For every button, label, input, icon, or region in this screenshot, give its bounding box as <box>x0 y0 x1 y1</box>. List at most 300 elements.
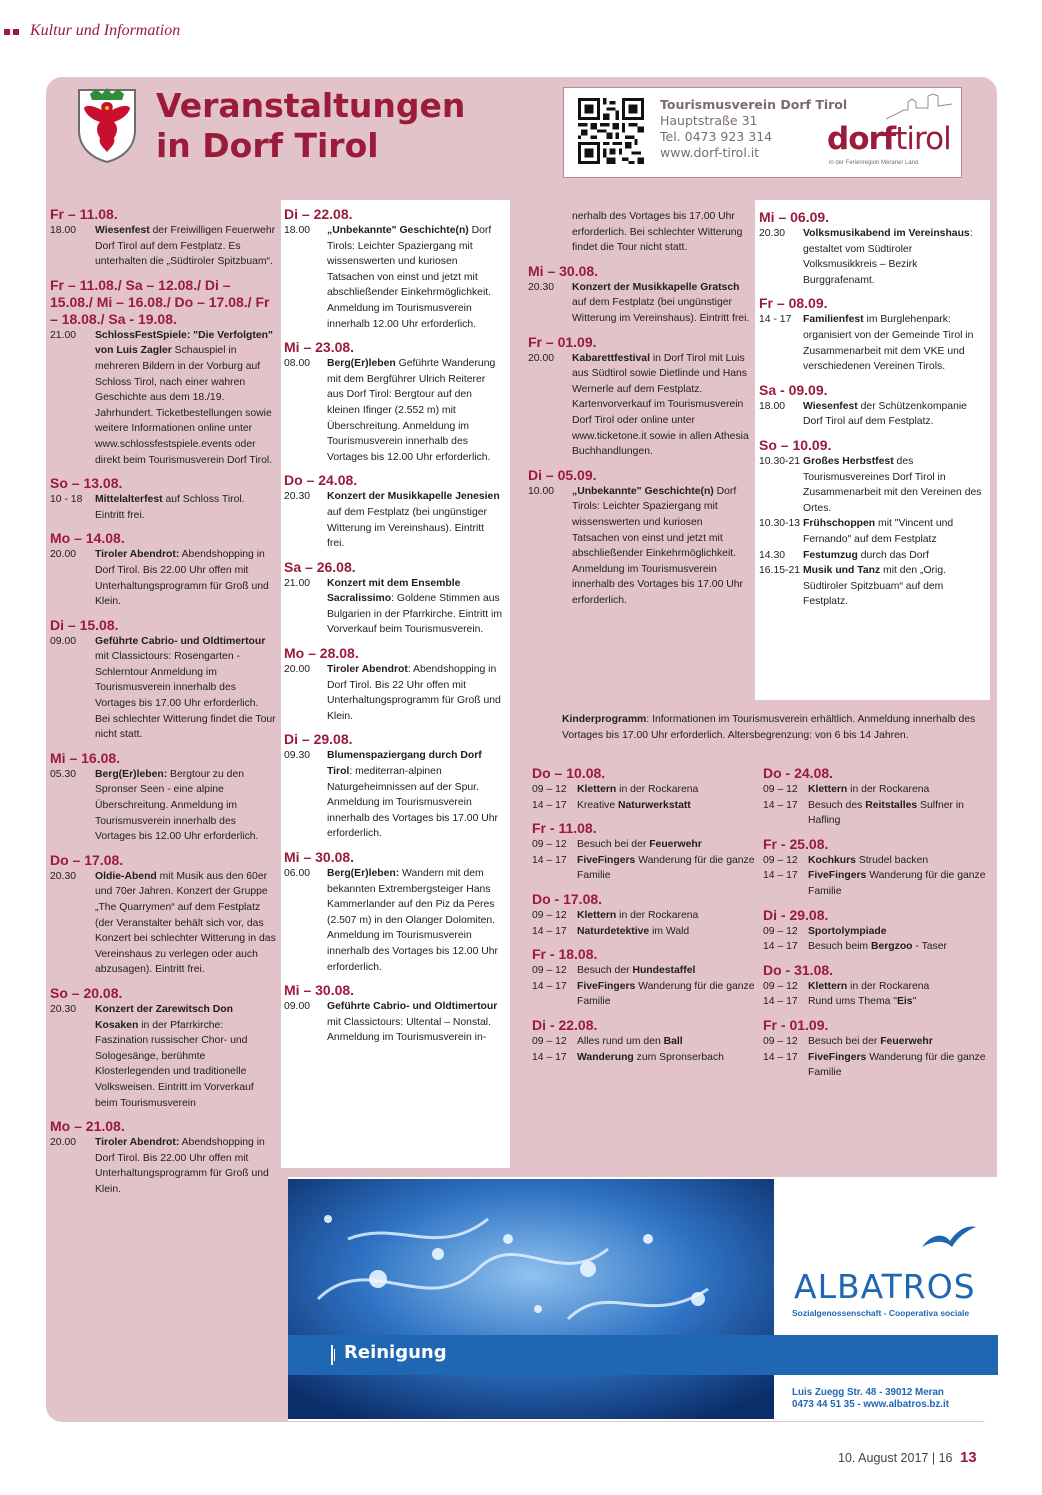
event-item <box>759 399 985 430</box>
event-description <box>808 939 989 955</box>
event-item <box>763 868 989 899</box>
logo-part-a: dorf <box>827 121 896 157</box>
event-description <box>803 548 985 564</box>
event-item <box>763 939 989 955</box>
event-title: Kochkurs <box>808 854 856 866</box>
event-date: Mi – 06.09. <box>759 209 830 225</box>
title-line-1: Veranstaltungen <box>156 86 466 125</box>
event-title: Tiroler Abendrot <box>327 664 408 676</box>
event-item <box>50 328 276 468</box>
kinder-column-left <box>532 765 758 1065</box>
logo-subtitle: in der Ferienregion Meraner Land <box>829 160 919 166</box>
events-column-4 <box>759 209 985 610</box>
event-detail: Geführte Wanderung mit dem Bergführer Ulrich Reiterer aus Dorf Tirol: Bergtour auf den kleinen Ifinger (2.552 m) mit Überschreitung. Anmeldung im Tourismusverein innerhalb des Vortages bis 12.00 Uhr erforderlich. <box>327 358 496 463</box>
footer-sep: | <box>931 1451 936 1465</box>
event-time: 09.30 <box>284 750 311 762</box>
event-title: Konzert der Musikkapelle Gratsch <box>572 281 740 293</box>
event-item <box>759 516 985 547</box>
event-date: Fr - 11.08. <box>532 820 597 837</box>
event-date: So – 20.08. <box>50 984 123 1001</box>
event-pre: Besuch beim <box>808 941 871 953</box>
event-description <box>327 866 504 975</box>
event-pre: Besuch bei der <box>577 839 650 851</box>
event-detail: in der Rockarena <box>616 784 699 795</box>
event-detail: Wanderung für die ganze Familie <box>577 980 755 1008</box>
event-time: 14 - 17 <box>759 314 792 326</box>
event-description <box>572 484 750 609</box>
event-description <box>808 868 989 899</box>
event-item <box>532 1034 758 1050</box>
event-date: Mi – 30.08. <box>284 982 355 999</box>
event-item <box>763 924 989 940</box>
event-title: Großes Herbstfest <box>803 455 894 467</box>
event-item <box>284 662 504 724</box>
event-date: Do – 24.08. <box>284 472 358 489</box>
event-detail: zum Spronserbach <box>633 1051 724 1063</box>
event-title: Berg(Er)leben: <box>95 768 168 780</box>
event-date: Di - 29.08. <box>763 906 829 923</box>
event-description <box>577 963 758 979</box>
ad-tagline: Sozialgenossenschaft - Cooperativa sociale <box>792 1308 970 1318</box>
event-item <box>763 853 989 869</box>
event-pre: Besuch des <box>808 799 866 811</box>
event-date: Fr – 08.09. <box>759 295 828 312</box>
event-item <box>532 979 758 1010</box>
event-time: 20.30 <box>50 870 77 882</box>
event-description <box>577 979 758 1010</box>
dorftirol-logo <box>827 121 951 157</box>
event-title: Blumenspaziergang durch Dorf Tirol <box>327 750 482 778</box>
event-time: 09 – 12 <box>532 965 567 977</box>
event-time: 14 – 17 <box>532 1051 567 1063</box>
event-pre: Besuch der <box>577 965 633 977</box>
event-time: 14 – 17 <box>763 996 798 1008</box>
event-detail: : Goldene Stimmen aus Bulgarien in der Pfarrkirche. Eintritt im Vorverkauf beim Tourismusverein. <box>327 593 502 636</box>
event-date: Fr – 11.08. <box>50 206 118 222</box>
event-date: Fr – 01.09. <box>528 333 597 350</box>
info-web[interactable]: www.dorf-tirol.it <box>660 145 760 160</box>
event-time: 20.00 <box>284 664 311 676</box>
event-title: Tiroler Abendrot: <box>95 1137 180 1149</box>
event-item <box>284 356 504 465</box>
event-description <box>95 492 276 523</box>
event-description <box>327 489 504 551</box>
event-date: Mi – 23.08. <box>284 339 355 356</box>
event-title: Oldie-Abend <box>95 870 157 882</box>
event-item <box>50 1002 276 1111</box>
event-item <box>284 489 504 551</box>
event-description <box>808 798 989 829</box>
event-time: 14 – 17 <box>532 925 567 937</box>
event-pre: Rund ums Thema " <box>808 996 897 1008</box>
event-description <box>803 563 985 610</box>
event-time: 20.30 <box>759 228 786 239</box>
event-date: So – 13.08. <box>50 475 123 492</box>
event-item <box>759 226 985 288</box>
event-date: Sa - 09.09. <box>759 381 828 398</box>
event-time: 21.00 <box>50 329 77 341</box>
events-column-2 <box>284 206 504 1046</box>
continued-text: nerhalb des Vortages bis 17.00 Uhr erforderlich. Bei schlechter Witterung findet die Tour nicht statt. <box>572 211 743 254</box>
event-time: 18.00 <box>759 400 786 412</box>
event-detail: Wanderung für die ganze Familie <box>808 1051 986 1079</box>
event-description <box>808 924 989 940</box>
event-detail: auf dem Festplatz (bei ungünstiger Witterung im Vereinshaus). Eintritt frei. <box>327 506 487 550</box>
event-description <box>327 748 504 842</box>
footer-issue: 16 <box>938 1451 953 1465</box>
footer-date: 10. August 2017 <box>838 1451 929 1465</box>
event-description <box>572 280 750 327</box>
event-title: Feuerwehr <box>649 839 702 851</box>
event-time: 09 – 12 <box>532 839 567 851</box>
event-detail: Sulfner in Hafling <box>808 799 964 827</box>
kinder-column-right <box>763 765 989 1081</box>
event-time: 14 – 17 <box>532 854 567 866</box>
water-splash-image <box>288 1179 774 1419</box>
event-title: Klettern <box>808 980 848 992</box>
event-detail: der Freiwilligen Feuerwehr Dorf Tirol auf dem Festplatz. Es unterhalten die „Südtiroler Spitzbuam“. <box>95 225 276 268</box>
event-title: Konzert mit dem Ensemble Sacralissimo <box>327 577 461 605</box>
event-date: Mi – 30.08. <box>528 262 599 279</box>
event-title: FiveFingers <box>577 854 636 866</box>
event-title: FiveFingers <box>808 1051 867 1063</box>
event-date: Sa – 26.08. <box>284 558 356 575</box>
event-date: Do - 24.08. <box>763 765 834 781</box>
event-description <box>95 767 276 845</box>
event-description <box>808 994 989 1010</box>
events-column-1 <box>50 206 276 1198</box>
event-pre: Alles rund um den <box>577 1035 664 1047</box>
event-item <box>763 782 989 798</box>
event-title: Wanderung <box>577 1051 634 1063</box>
event-title: FiveFingers <box>577 980 636 992</box>
event-title: „Unbekannte" Geschichte(n) <box>572 485 714 497</box>
event-title: Geführte Cabrio- und Oldtimertour <box>95 635 266 647</box>
event-title: Frühschoppen <box>803 518 876 530</box>
event-description <box>577 837 758 853</box>
section-label <box>4 22 180 40</box>
event-detail: Wandern mit dem bekannten Extrembergsteiger Hans Kammerlander auf den Piz da Peres (2.507 m) in den Olanger Dolomiten. Anmeldung im Tourismusverein innerhalb des Vortages bis 12.00 Uhr erforderlich. <box>327 868 498 973</box>
event-detail: " <box>912 996 917 1008</box>
event-detail: : Abendshopping in Dorf Tirol. Bis 22 Uhr offen mit Unterhaltungsprogramm für Groß und Klein. <box>327 664 501 722</box>
event-title: Berg(Er)leben <box>327 358 396 370</box>
event-time: 16.15-21 <box>759 565 801 577</box>
event-title: Hundestaffel <box>632 965 696 977</box>
event-time: 09 – 12 <box>763 784 798 795</box>
event-time: 09.00 <box>284 1001 311 1013</box>
event-time: 20.00 <box>50 549 77 561</box>
event-item <box>763 1050 989 1081</box>
event-detail: Dorf Tirols: Leichter Spaziergang mit wissenswerten und kuriosen Tatsachen von einst und jetzt mit abschließender Einkehrmöglichkeit. Anmeldung im Tourismusverein innerhalb 12.00 Uhr erforderlich. <box>327 225 492 330</box>
event-description <box>808 1050 989 1081</box>
event-description <box>803 454 985 516</box>
event-item <box>284 866 504 975</box>
tourism-info-box <box>563 87 962 178</box>
event-date: Di – 15.08. <box>50 616 119 633</box>
event-description <box>95 869 276 978</box>
event-time: 18.00 <box>284 225 311 236</box>
info-tel: Tel. 0473 923 314 <box>660 129 773 144</box>
event-title: Ball <box>663 1035 683 1047</box>
event-title: Familienfest <box>803 314 864 326</box>
event-time: 10.00 <box>528 485 555 497</box>
event-item <box>50 1135 276 1197</box>
event-title: Klettern <box>577 909 617 921</box>
event-description <box>577 908 758 924</box>
event-description <box>95 1002 276 1111</box>
event-item <box>763 994 989 1010</box>
albatros-ad[interactable] <box>288 1177 998 1421</box>
event-date: Di – 05.09. <box>528 466 597 483</box>
event-detail: mit Musik aus den 60er und 70er Jahren. Konzert der Gruppe „The Quarrymen“ auf dem Festplatz (der Veranstalter behält sich vor, das Konzert bei schlechter Witterung in das Vereinshaus zu verlegen oder auch abzusagen). Eintritt frei. <box>95 870 276 976</box>
event-title: Wiesenfest <box>803 400 858 412</box>
event-time: 05.30 <box>50 768 77 780</box>
event-detail: Strudel backen <box>855 854 929 866</box>
event-date: Fr - 18.08. <box>532 946 598 963</box>
event-date: Mo – 28.08. <box>284 645 359 662</box>
event-item <box>50 547 276 609</box>
event-detail: Schauspiel in mehreren Bildern in der Vorburg auf Schloss Tirol, nach einer wahren Geschichte aus dem 18./19. Jahrhundert. Ticketbestellungen sowie weitere Informationen online unter www.schlossfestspiele.events oder direkt beim Tourismusverein Dorf Tirol. <box>95 345 273 466</box>
event-title: Wiesenfest <box>95 225 150 236</box>
seagull-icon <box>918 1217 978 1257</box>
event-item <box>763 1034 989 1050</box>
event-time: 09 – 12 <box>532 909 567 921</box>
event-detail: mit Classictours: Rosengarten - Schlerntour Anmeldung im Tourismusverein innerhalb des Vortages bis 17.00 Uhr erforderlich. Bei schlechter Witterung findet die Tour nicht statt. <box>95 651 276 741</box>
event-description <box>808 853 989 869</box>
event-item <box>532 1050 758 1066</box>
event-description <box>327 356 504 465</box>
event-time: 09 – 12 <box>532 1035 567 1047</box>
event-detail: auf Schloss Tirol. Eintritt frei. <box>95 494 245 521</box>
title-line-2: in Dorf Tirol <box>156 126 379 165</box>
event-title: Mittelalterfest <box>95 494 163 506</box>
event-date: Di - 22.08. <box>532 1016 598 1033</box>
event-item <box>763 798 989 829</box>
event-item <box>759 563 985 610</box>
info-street: Hauptstraße 31 <box>660 113 758 128</box>
logo-part-b: tirol <box>895 121 951 157</box>
event-date: Mi – 30.08. <box>284 849 355 865</box>
event-time: 20.30 <box>528 281 555 293</box>
event-time: 20.00 <box>50 1137 77 1149</box>
event-title: „Unbekannte" Geschichte(n) <box>327 225 469 236</box>
event-description <box>327 999 504 1046</box>
event-time: 20.30 <box>50 1003 77 1015</box>
event-time: 09 – 12 <box>763 980 798 992</box>
event-title: Tiroler Abendrot: <box>95 549 180 561</box>
event-detail: Dorf Tirols: Leichter Spaziergang mit wissenswerten und kuriosen Tatsachen von einst und jetzt mit abschließender Einkehrmöglichkeit. Anmeldung im Tourismusverein innerhalb des Vortages bis 17.00 Uhr erforderlich. <box>572 485 743 606</box>
event-detail: Wanderung für die ganze Familie <box>577 854 755 882</box>
event-date: Mi – 16.08. <box>50 749 121 766</box>
event-description <box>95 223 276 270</box>
event-item <box>50 492 276 523</box>
event-item <box>50 869 276 978</box>
event-time: 14 – 17 <box>763 870 798 882</box>
event-description <box>808 1034 989 1050</box>
ad-phone-web[interactable]: 0473 44 51 35 - www.albatros.bz.it <box>792 1399 949 1410</box>
event-description <box>803 399 985 430</box>
event-title: Berg(Er)leben: <box>327 868 400 879</box>
cleaning-icon <box>328 1343 338 1367</box>
event-item <box>532 798 758 814</box>
event-detail: mit Classictours: Ultental – Nonstal. Anmeldung im Tourismusverein in- <box>327 1016 491 1044</box>
event-item <box>50 767 276 845</box>
page-title <box>156 86 465 166</box>
event-description <box>577 1050 758 1066</box>
event-time: 20.00 <box>528 352 555 364</box>
event-item <box>528 280 750 327</box>
event-time: 14 – 17 <box>532 980 567 992</box>
event-time: 14 – 17 <box>763 1051 798 1063</box>
event-description <box>577 924 758 940</box>
event-description <box>577 782 758 798</box>
event-item <box>284 576 504 638</box>
event-item <box>532 853 758 884</box>
event-time: 09 – 12 <box>532 784 567 795</box>
page-number: 13 <box>959 1449 977 1466</box>
event-item <box>532 908 758 924</box>
event-date: So – 10.09. <box>759 436 832 453</box>
event-detail: Abendshopping in Dorf Tirol. Bis 22.00 Uhr offen mit Unterhaltungsprogramm für Groß und Klein. <box>95 549 269 608</box>
event-description <box>572 351 750 460</box>
event-description <box>95 328 276 468</box>
event-detail: Abendshopping in Dorf Tirol. Bis 22.00 Uhr offen mit Unterhaltungsprogramm für Groß und Klein. <box>95 1137 269 1195</box>
event-title: Sportolympiade <box>808 925 887 937</box>
event-description <box>95 1135 276 1197</box>
event-item <box>284 223 504 332</box>
event-title: Naturwerkstatt <box>618 799 691 811</box>
event-time: 21.00 <box>284 577 311 589</box>
event-description <box>95 547 276 609</box>
event-date: Do - 17.08. <box>532 890 603 907</box>
event-title: Konzert der Zarewitsch Don Kosaken <box>95 1003 233 1031</box>
event-item <box>759 548 985 564</box>
event-detail: durch das Dorf <box>857 549 929 561</box>
event-date: Fr - 25.08. <box>763 835 829 852</box>
event-item <box>532 924 758 940</box>
event-item <box>528 484 750 609</box>
event-time: 18.00 <box>50 225 77 236</box>
event-detail: Bergtour zu den Spronser Seen - eine alpine Überschreitung. Anmeldung im Tourismusverein innerhalb des Vortages bis 12.00 Uhr erforderlich. <box>95 768 259 843</box>
event-title: FiveFingers <box>808 870 867 882</box>
event-time: 10 - 18 <box>50 494 83 506</box>
info-org: Tourismusverein Dorf Tirol <box>660 97 848 112</box>
event-detail: im Burglehenpark: organisiert von der Gemeinde Tirol in Zusammenarbeit mit dem VKE und verschiedenen Vereinen Tirols. <box>803 314 974 373</box>
event-time: 08.00 <box>284 358 311 370</box>
event-detail: mit den „Orig. Südtiroler Spitzbuam“ auf dem Festplatz. <box>803 565 946 608</box>
castle-outline-icon <box>884 92 954 120</box>
event-detail: im Wald <box>649 925 690 937</box>
event-description <box>95 634 276 743</box>
page-footer <box>838 1449 977 1466</box>
event-item <box>528 351 750 460</box>
event-description <box>808 782 989 798</box>
event-description <box>577 853 758 884</box>
event-description <box>327 662 504 724</box>
event-time: 06.00 <box>284 868 311 879</box>
qr-code-icon[interactable] <box>578 98 644 164</box>
event-description <box>803 226 985 288</box>
event-detail: der Schützenkompanie Dorf Tirol auf dem Festplatz. <box>803 400 967 428</box>
event-title: Kabarettfestival <box>572 352 650 364</box>
event-title: Musik und Tanz <box>803 565 881 577</box>
event-detail: in der Rockarena <box>847 980 930 992</box>
event-date: Di – 22.08. <box>284 206 353 222</box>
event-item <box>763 979 989 995</box>
ad-band-label: Reinigung <box>344 1342 447 1363</box>
event-detail: : gestaltet vom Südtiroler Volksmusikkreis – Bezirk Burggrafenamt. <box>803 228 973 286</box>
event-description <box>327 223 504 332</box>
event-detail: in der Rockarena <box>616 909 699 921</box>
event-detail: des Tourismusvereines Dorf Tirol in Zusammenarbeit mit den Vereinen des Ortes. <box>803 455 982 514</box>
event-description <box>803 516 985 547</box>
event-date: Fr – 11.08./ Sa – 12.08./ Di – 15.08./ Mi – 16.08./ Do – 17.08./ Fr – 18.08./ Sa - 19.08. <box>50 276 270 327</box>
event-time: 09.00 <box>50 635 77 647</box>
event-time: 09 – 12 <box>763 925 798 937</box>
event-date: Fr - 01.09. <box>763 1016 829 1033</box>
event-time: 14 – 17 <box>532 799 567 811</box>
event-pre: Kreative <box>577 799 619 811</box>
event-title: Bergzoo <box>870 941 913 953</box>
event-title: Geführte Cabrio- und Oldtimertour <box>327 1001 498 1013</box>
event-time: 09 – 12 <box>763 1035 798 1047</box>
crest-icon <box>76 86 138 164</box>
event-detail: auf dem Festplatz (bei ungünstiger Witterung im Vereinshaus). Eintritt frei. <box>572 297 750 324</box>
event-pre: Besuch bei der <box>808 1035 881 1047</box>
event-item <box>532 963 758 979</box>
event-date: Do – 10.08. <box>532 765 606 781</box>
event-title: Naturdetektive <box>577 925 650 937</box>
event-date: Do - 31.08. <box>763 961 834 978</box>
event-title: Klettern <box>808 784 848 795</box>
event-title: SchlossFestSpiele: "Die Verfolgten" von Luis Zagler <box>95 329 273 357</box>
event-detail: in der Pfarrkirche: Faszination russischer Chor- und Sologesänge, berühmte Klosterlegenden und traditionelle Volksweisen. Eintritt im Vorverkauf beim Tourismusverein <box>95 1019 254 1109</box>
events-column-3 <box>528 209 750 608</box>
event-title: Klettern <box>577 784 617 795</box>
kinder-intro-text: : Informationen im Tourismusverein erhältlich. Anmeldung innerhalb des Vortages bis 17.00 Uhr erforderlich. Altersbegrenzung: von 6 bis 14 Jahren. <box>562 714 976 741</box>
ad-brand: ALBATROS <box>794 1267 976 1306</box>
event-time: 14 – 17 <box>763 799 798 811</box>
event-date: Do – 17.08. <box>50 851 124 868</box>
event-detail: in der Rockarena <box>847 784 930 795</box>
event-title: Konzert der Musikkapelle Jenesien <box>327 491 500 503</box>
event-title: Eis <box>896 996 913 1008</box>
event-time: 09 – 12 <box>763 854 798 866</box>
event-item <box>532 782 758 798</box>
event-item <box>50 223 276 270</box>
event-item <box>284 999 504 1046</box>
event-item <box>532 837 758 853</box>
event-date: Mo – 21.08. <box>50 1118 125 1135</box>
event-time: 20.30 <box>284 491 311 503</box>
event-time: 14.30 <box>759 549 786 561</box>
event-title: Volksmusikabend im Vereinshaus <box>803 228 970 239</box>
event-date: Mo – 14.08. <box>50 530 125 547</box>
event-item <box>759 454 985 516</box>
section-label-marker <box>4 22 22 40</box>
kinder-intro-label: Kinderprogramm <box>562 714 647 725</box>
event-description <box>577 1034 758 1050</box>
section-label-text: Kultur und Information <box>30 22 181 39</box>
event-item <box>284 748 504 842</box>
event-item <box>50 634 276 743</box>
ad-contact <box>792 1387 949 1411</box>
event-description <box>808 979 989 995</box>
event-title: Festumzug <box>803 549 858 561</box>
event-time: 10.30-13 <box>759 518 801 530</box>
event-detail: - Taser <box>912 941 947 953</box>
event-date: Di – 29.08. <box>284 731 353 748</box>
